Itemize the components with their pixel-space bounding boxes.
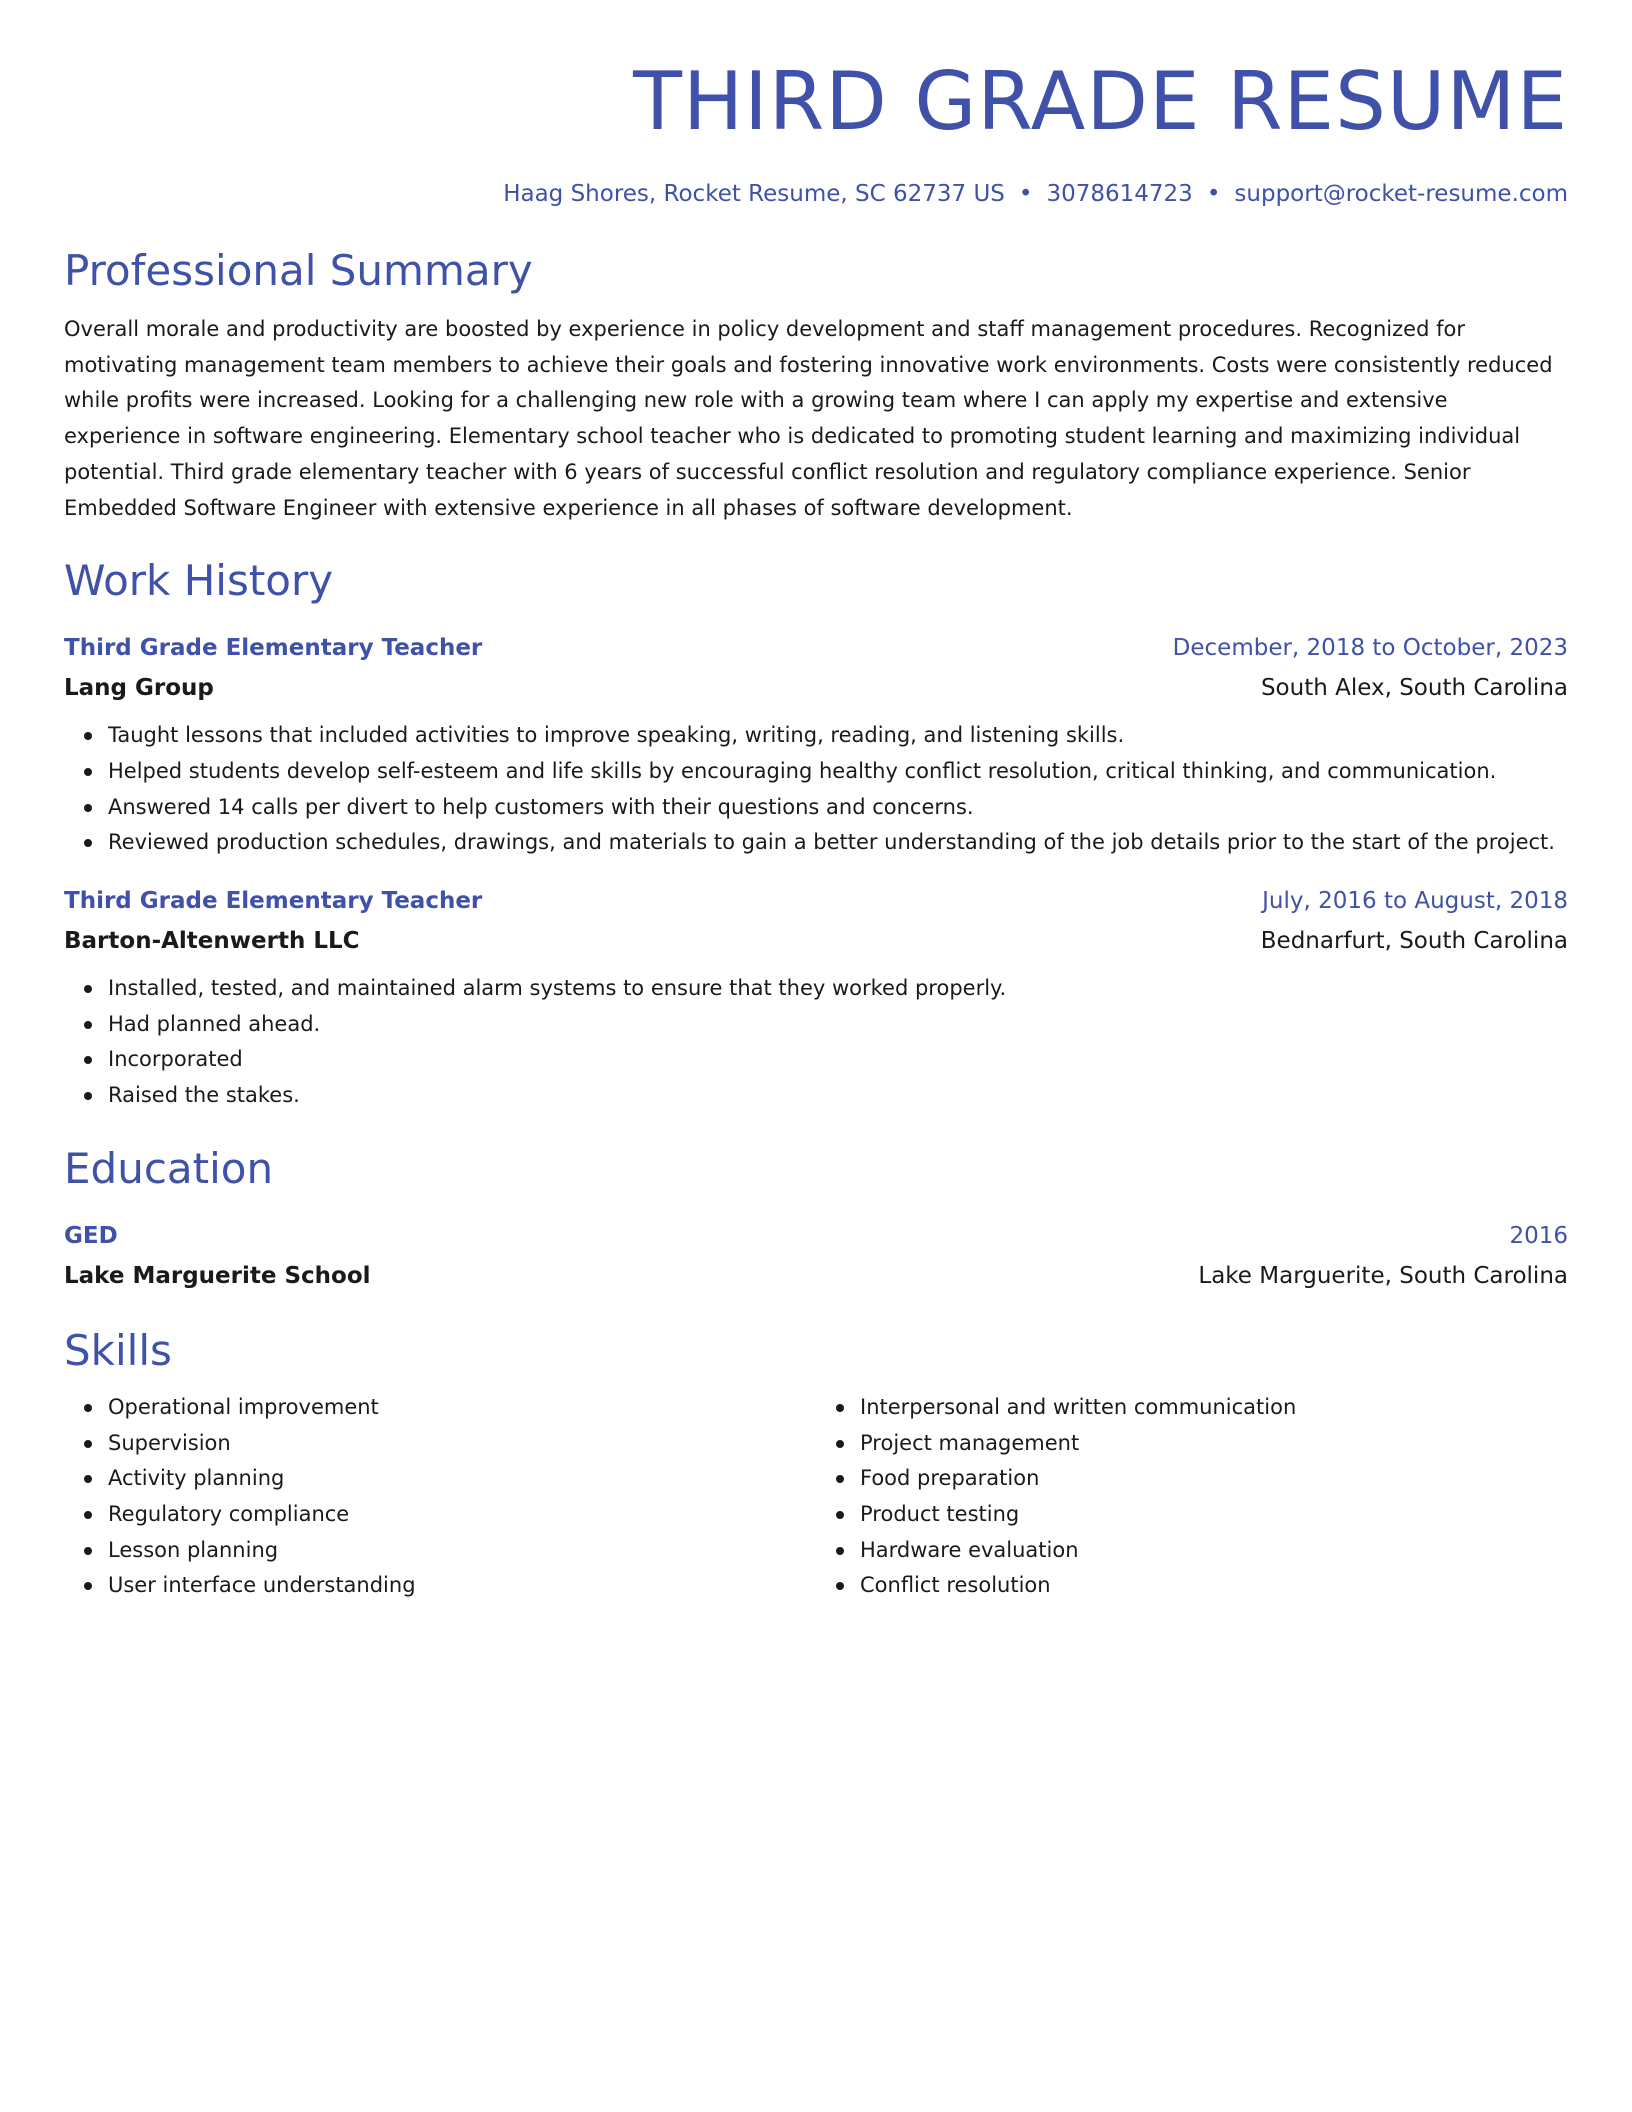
skill-item: Supervision [108, 1426, 816, 1462]
contact-address: Haag Shores, Rocket Resume, SC 62737 US [503, 181, 1005, 207]
skills-grid [64, 1390, 1568, 1604]
education-year: 2016 [1509, 1222, 1568, 1249]
education-heading: Education [64, 1143, 274, 1193]
contact-email: support@rocket-resume.com [1234, 181, 1568, 207]
skill-item: Conflict resolution [860, 1568, 1568, 1604]
work-history-section [64, 554, 1568, 1114]
job-title: Third Grade Elementary Teacher [64, 888, 483, 915]
contact-phone: 3078614723 [1046, 181, 1193, 207]
summary-text: Overall morale and productivity are boosted by experience in policy development and staff management procedures. Recognized for motivating management team members to achieve their goals and fostering innovative work environments. Costs were consistently reduced while profits were increased. Looking for a challenging new role with a growing team where I can apply my expertise and extensive experience in software engineering. Elementary school teacher who is dedicated to promoting student learning and maximizing individual potential. Third grade elementary teacher with 6 years of successful conflict resolution and regulatory compliance experience. Senior Embedded Software Engineer with extensive experience in all phases of software development. [64, 317, 1553, 520]
skill-item: Regulatory compliance [108, 1497, 816, 1533]
job-company: Barton-Altenwerth LLC [64, 928, 360, 955]
job-bullet: Taught lessons that included activities to improve speaking, writing, reading, and listening skills. [108, 718, 1568, 754]
job-company-row [64, 668, 1568, 708]
skill-item: User interface understanding [108, 1568, 816, 1604]
job-location: South Alex, South Carolina [1260, 675, 1568, 702]
resume-name: THIRD GRADE RESUME [633, 55, 1568, 148]
education-school: Lake Marguerite School [64, 1262, 371, 1289]
skill-item: Project management [860, 1426, 1568, 1462]
education-degree: GED [64, 1222, 118, 1249]
job-company-row [64, 921, 1568, 961]
education-school-row [64, 1256, 1568, 1296]
education-header-row [64, 1216, 1568, 1256]
skill-item: Product testing [860, 1497, 1568, 1533]
resume-header [64, 52, 1568, 210]
skill-item: Interpersonal and written communication [860, 1390, 1568, 1426]
skills-section [64, 1324, 1568, 1604]
skill-item: Activity planning [108, 1461, 816, 1497]
job-location: Bednarfurt, South Carolina [1260, 928, 1568, 955]
education-section [64, 1142, 1568, 1296]
skills-list-left [64, 1390, 816, 1604]
contact-separator: • [1206, 181, 1221, 207]
skills-heading: Skills [64, 1325, 172, 1375]
contact-line [64, 178, 1568, 210]
education-location: Lake Marguerite, South Carolina [1198, 1262, 1568, 1289]
skills-list-right [816, 1390, 1568, 1604]
job-bullet: Raised the stakes. [108, 1078, 1568, 1114]
skill-item: Hardware evaluation [860, 1533, 1568, 1569]
job-bullet: Had planned ahead. [108, 1007, 1568, 1043]
contact-separator: • [1018, 181, 1033, 207]
job-bullet-list [64, 971, 1568, 1114]
summary-section [64, 244, 1568, 526]
job-header-row [64, 628, 1568, 668]
job-entry [64, 628, 1568, 861]
job-entry [64, 881, 1568, 1114]
skill-item: Lesson planning [108, 1533, 816, 1569]
skill-item: Food preparation [860, 1461, 1568, 1497]
job-company: Lang Group [64, 675, 214, 702]
summary-heading: Professional Summary [64, 246, 533, 295]
job-bullet-list [64, 718, 1568, 861]
work-history-heading: Work History [64, 556, 334, 606]
job-bullet: Installed, tested, and maintained alarm systems to ensure that they worked properly. [108, 971, 1568, 1007]
job-bullet: Incorporated [108, 1042, 1568, 1078]
job-title: Third Grade Elementary Teacher [64, 635, 483, 662]
skill-item: Operational improvement [108, 1390, 816, 1426]
job-bullet: Reviewed production schedules, drawings, and materials to gain a better understanding of the job details prior to the start of the project. [108, 825, 1568, 861]
job-dates: July, 2016 to August, 2018 [1262, 888, 1568, 915]
job-bullet: Helped students develop self-esteem and life skills by encouraging healthy conflict resolution, critical thinking, and communication. [108, 754, 1568, 790]
job-header-row [64, 881, 1568, 921]
job-dates: December, 2018 to October, 2023 [1172, 635, 1568, 662]
job-bullet: Answered 14 calls per divert to help customers with their questions and concerns. [108, 790, 1568, 826]
